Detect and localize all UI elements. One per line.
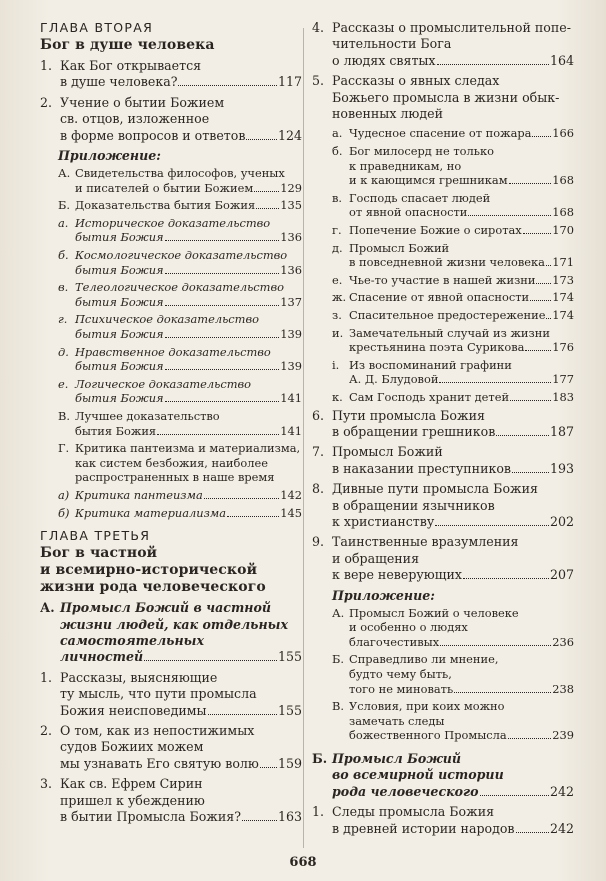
toc-subentry <box>58 441 302 485</box>
entry-number: 8. <box>312 481 325 497</box>
title-line: и всемирно-исторической <box>40 562 258 579</box>
page-ref: 141 <box>280 423 302 438</box>
toc-subentry <box>58 198 302 213</box>
toc-entry <box>312 444 574 477</box>
entry-number: 5. <box>312 73 325 89</box>
entry-line: крестьянина поэта Сурикова <box>349 340 525 355</box>
entry-line: Чудесное спасение от пожара <box>349 126 532 141</box>
entry-number: а. <box>58 215 69 230</box>
entry-line: бытия Божия <box>75 294 164 309</box>
toc-entry <box>40 776 302 825</box>
entry-line: Бог милосерд не только <box>349 144 494 159</box>
entry-line: Условия, при коих можно <box>349 699 505 714</box>
page-ref: 124 <box>277 127 302 143</box>
toc-subentry <box>332 191 574 220</box>
entry-number: А. <box>40 600 55 616</box>
title-line: Бог в частной <box>40 545 158 562</box>
entry-line: Пути промысла Божия <box>332 407 485 423</box>
entry-line: благочестивых <box>349 634 440 649</box>
toc-subentry <box>58 280 302 309</box>
toc-subentry <box>332 144 574 188</box>
entry-line: и писателей о бытии Божием <box>75 180 254 195</box>
toc-subentry <box>332 223 574 238</box>
entry-line: личностей <box>60 649 144 665</box>
page-ref: 117 <box>277 74 302 90</box>
entry-line: о людях святых <box>332 52 436 68</box>
entry-line: Чье-то участие в нашей жизни <box>349 272 536 287</box>
entry-line: бытия Божия <box>75 391 164 406</box>
entry-line: Спасительное предостережение <box>349 307 546 322</box>
entry-line: Психическое доказательство <box>75 312 259 327</box>
entry-line: как систем безбожия, наиболее <box>75 455 268 470</box>
entry-line: в повседневной жизни человека <box>349 255 545 270</box>
entry-line: Промысл Божий <box>349 240 450 255</box>
entry-line: к праведникам, но <box>349 158 462 173</box>
entry-number: 4. <box>312 20 325 35</box>
entry-number: Б. <box>58 198 70 213</box>
page-ref: 142 <box>280 487 302 502</box>
entry-line: Как св. Ефрем Сирин <box>60 776 203 792</box>
entry-number: б. <box>58 248 69 262</box>
entry-line: судов Божиих можем <box>60 739 204 755</box>
entry-line: и особенно о людях <box>349 620 468 635</box>
entry-line: Космологическое доказательство <box>75 248 288 262</box>
page-ref: 207 <box>549 567 574 583</box>
entry-line: замечать следы <box>349 713 445 728</box>
entry-line: в наказании преступников <box>332 460 511 476</box>
entry-line: и к кающимся грешникам <box>349 173 508 188</box>
entry-number: В. <box>58 408 70 423</box>
toc-entry <box>312 20 574 69</box>
toc-entry <box>312 73 574 122</box>
entry-number: г. <box>332 223 342 237</box>
appendix-label: Приложение: <box>58 148 161 164</box>
page-ref: 168 <box>552 173 574 188</box>
entry-number: е. <box>58 376 69 391</box>
entry-number: к. <box>332 389 343 404</box>
page-ref: 139 <box>280 326 302 341</box>
page-ref: 187 <box>549 423 574 439</box>
entry-line: Таинственные вразумления <box>332 534 519 550</box>
toc-subentry <box>58 166 302 195</box>
page-ref: 155 <box>277 649 302 665</box>
entry-line: Промысл Божий в частной <box>60 600 272 616</box>
entry-line: Учение о бытии Божием <box>60 94 225 110</box>
page-ref: 135 <box>280 198 302 213</box>
toc-subentry <box>332 126 574 141</box>
entry-number: 1. <box>40 669 53 685</box>
entry-line: Свидетельства философов, ученых <box>75 166 285 181</box>
toc-subentry <box>332 390 574 405</box>
entry-line: рода человеческого <box>332 783 479 799</box>
entry-line: самостоятельных <box>60 632 204 648</box>
page-ref: 145 <box>280 505 302 520</box>
page-ref: 171 <box>552 255 574 270</box>
entry-line: бытия Божия <box>75 359 164 374</box>
entry-line: в древней истории народов <box>332 820 515 836</box>
chapter-title: Бог в душе человека <box>40 37 215 53</box>
page-ref: 166 <box>552 126 574 141</box>
entry-line: Как Бог открывается <box>60 58 202 73</box>
entry-number: и. <box>332 325 344 340</box>
page-ref: 141 <box>280 391 302 406</box>
entry-line: того не миновать <box>349 681 454 696</box>
page-ref: 159 <box>277 755 302 771</box>
entry-line: от явной опасности <box>349 205 468 220</box>
page-ref: 193 <box>549 460 574 476</box>
entry-line: божественного Промысла <box>349 728 507 743</box>
entry-line: Справедливо ли мнение, <box>349 652 499 667</box>
toc-entry <box>312 481 574 530</box>
toc-subentry <box>332 606 574 650</box>
entry-number: б. <box>332 144 343 159</box>
toc-subentry <box>332 241 574 270</box>
appendix-label: Приложение: <box>332 587 435 603</box>
toc-subentry <box>332 699 574 743</box>
page-ref: 174 <box>552 290 574 305</box>
entry-line: Сам Господь хранит детей <box>349 389 510 404</box>
entry-line: Лучшее доказательство <box>75 408 220 423</box>
page-ref: 183 <box>552 389 574 404</box>
entry-line: новенных людей <box>332 106 444 122</box>
entry-line: Попечение Божие о сиротах <box>349 223 522 237</box>
toc-entry <box>40 95 302 144</box>
entry-line: бытия Божия <box>75 262 164 277</box>
entry-line: к христианству <box>332 513 435 529</box>
entry-line: и обращения <box>332 550 420 566</box>
toc-subentry <box>58 377 302 406</box>
entry-line: Телеологическое доказательство <box>75 280 284 295</box>
toc-subentry <box>58 248 302 277</box>
entry-line: мы узнавать Его святую волю <box>60 755 259 771</box>
entry-number: е. <box>332 272 343 287</box>
toc-section <box>40 600 302 666</box>
entry-line: Критика пантеизма и материализма, <box>75 441 301 456</box>
toc-section <box>312 751 574 800</box>
toc-subentry <box>332 358 574 387</box>
entry-line: Нравственное доказательство <box>75 344 271 359</box>
toc-entry <box>40 670 302 719</box>
entry-line: жизни людей, как отдельных <box>60 616 288 632</box>
page-ref: 176 <box>552 340 574 355</box>
entry-line: в бытии Промысла Божия? <box>60 808 241 824</box>
entry-line: бытия Божия <box>75 326 164 341</box>
entry-line: А. Д. Блудовой <box>349 372 439 387</box>
entry-line: Критика пантеизма <box>75 487 203 502</box>
page-ref: 137 <box>280 294 302 309</box>
entry-line: Господь спасает людей <box>349 190 491 205</box>
entry-line: бытия Божия <box>75 423 157 438</box>
chapter-label: ГЛАВА ТРЕТЬЯ <box>40 528 151 544</box>
page-ref: 242 <box>549 783 574 799</box>
entry-number: в. <box>58 280 69 295</box>
entry-number: 6. <box>312 407 325 423</box>
chapter-title <box>40 545 302 596</box>
toc-entry <box>40 58 302 91</box>
entry-number: А. <box>332 605 345 620</box>
entry-line: к вере неверующих <box>332 567 462 583</box>
entry-line: Дивные пути промысла Божия <box>332 481 538 497</box>
entry-line: Доказательства бытия Божия <box>75 198 256 213</box>
entry-number: В. <box>332 699 344 714</box>
entry-number: д. <box>332 240 343 255</box>
page-ref: 163 <box>277 808 302 824</box>
entry-number: б) <box>58 505 70 520</box>
entry-number: Б. <box>312 750 328 766</box>
entry-number: ж. <box>332 290 347 305</box>
page-ref: 242 <box>549 820 574 836</box>
entry-line: Рассказы, выясняющие <box>60 669 218 685</box>
toc-subentry <box>332 652 574 696</box>
page-ref: 238 <box>552 681 574 696</box>
toc-entry <box>40 723 302 772</box>
entry-line: Рассказы о промыслительной попе- <box>332 20 571 35</box>
entry-line: ту мысль, что пути промысла <box>60 686 257 702</box>
entry-line: в обращении язычников <box>332 497 495 513</box>
entry-number: 9. <box>312 534 325 550</box>
entry-line: будто чему быть, <box>349 666 452 681</box>
entry-line: Промысл Божий о человеке <box>349 605 519 620</box>
entry-number: д. <box>58 344 69 359</box>
entry-number: в. <box>332 190 343 205</box>
page-number: 668 <box>289 855 317 870</box>
toc-entry <box>312 804 574 837</box>
page-ref: 236 <box>552 634 574 649</box>
toc-subentry <box>58 488 302 503</box>
page-ref: 155 <box>277 702 302 718</box>
entry-line: Промысл Божий <box>332 444 443 460</box>
toc-subentry <box>58 312 302 341</box>
entry-line: Спасение от явной опасности <box>349 290 530 305</box>
toc-subentry <box>58 216 302 245</box>
column-divider <box>303 28 304 848</box>
toc-entry <box>312 408 574 441</box>
page-ref: 174 <box>552 307 574 322</box>
entry-number: 3. <box>40 776 53 792</box>
entry-number: 2. <box>40 94 53 110</box>
entry-number: 7. <box>312 444 325 460</box>
left-column <box>40 20 302 829</box>
entry-line: Божия неисповедимы <box>60 702 207 718</box>
entry-number: 1. <box>312 804 325 820</box>
page-ref: 136 <box>280 262 302 277</box>
page-ref: 173 <box>552 272 574 287</box>
page-ref: 129 <box>280 180 302 195</box>
entry-line: Логическое доказательство <box>75 376 252 391</box>
entry-line: бытия Божия <box>75 230 164 245</box>
page-ref: 136 <box>280 230 302 245</box>
entry-line: Рассказы о явных следах <box>332 73 500 89</box>
entry-number: 2. <box>40 722 53 738</box>
entry-number: а) <box>58 487 70 502</box>
entry-line: во всемирной истории <box>332 767 504 783</box>
entry-number: 1. <box>40 58 53 73</box>
entry-line: чительности Бога <box>332 36 452 52</box>
entry-number: Г. <box>58 441 70 456</box>
entry-line: распространенных в наше время <box>75 470 275 485</box>
toc-subentry <box>58 409 302 438</box>
page-ref: 139 <box>280 359 302 374</box>
entry-line: О том, как из непостижимых <box>60 722 255 738</box>
toc-subentry <box>332 326 574 355</box>
entry-line: в форме вопросов и ответов <box>60 127 246 143</box>
entry-line: Из воспоминаний графини <box>349 357 512 372</box>
entry-number: А. <box>58 166 71 181</box>
page-ref: 239 <box>552 728 574 743</box>
toc-subentry <box>332 290 574 305</box>
page-ref: 177 <box>552 372 574 387</box>
toc-subentry <box>332 308 574 323</box>
toc-subentry <box>58 345 302 374</box>
entry-line: Промысл Божий <box>332 750 462 766</box>
entry-line: Следы промысла Божия <box>332 804 495 820</box>
entry-line: в обращении грешников <box>332 423 496 439</box>
toc-subentry <box>332 273 574 288</box>
page-ref: 202 <box>549 513 574 529</box>
toc-subentry <box>58 506 302 521</box>
toc-entry <box>312 534 574 583</box>
entry-line: св. отцов, изложенное <box>60 111 210 127</box>
entry-number: Б. <box>332 652 344 667</box>
page-ref: 170 <box>552 223 574 237</box>
entry-line: пришел к убеждению <box>60 792 205 808</box>
entry-line: Историческое доказательство <box>75 215 271 230</box>
page-ref: 168 <box>552 205 574 220</box>
page-ref: 164 <box>549 52 574 68</box>
entry-line: Критика материализма <box>75 505 227 520</box>
chapter-label: ГЛАВА ВТОРАЯ <box>40 20 154 35</box>
entry-line: Замечательный случай из жизни <box>349 325 550 340</box>
entry-number: а. <box>332 126 343 141</box>
right-column <box>312 20 574 841</box>
entry-number: з. <box>332 307 342 322</box>
title-line: жизни рода человеческого <box>40 579 266 596</box>
entry-number: г. <box>58 312 68 327</box>
entry-line: Божьего промысла в жизни обык- <box>332 89 560 105</box>
entry-number: i. <box>332 357 340 372</box>
entry-line: в душе человека? <box>60 74 178 90</box>
